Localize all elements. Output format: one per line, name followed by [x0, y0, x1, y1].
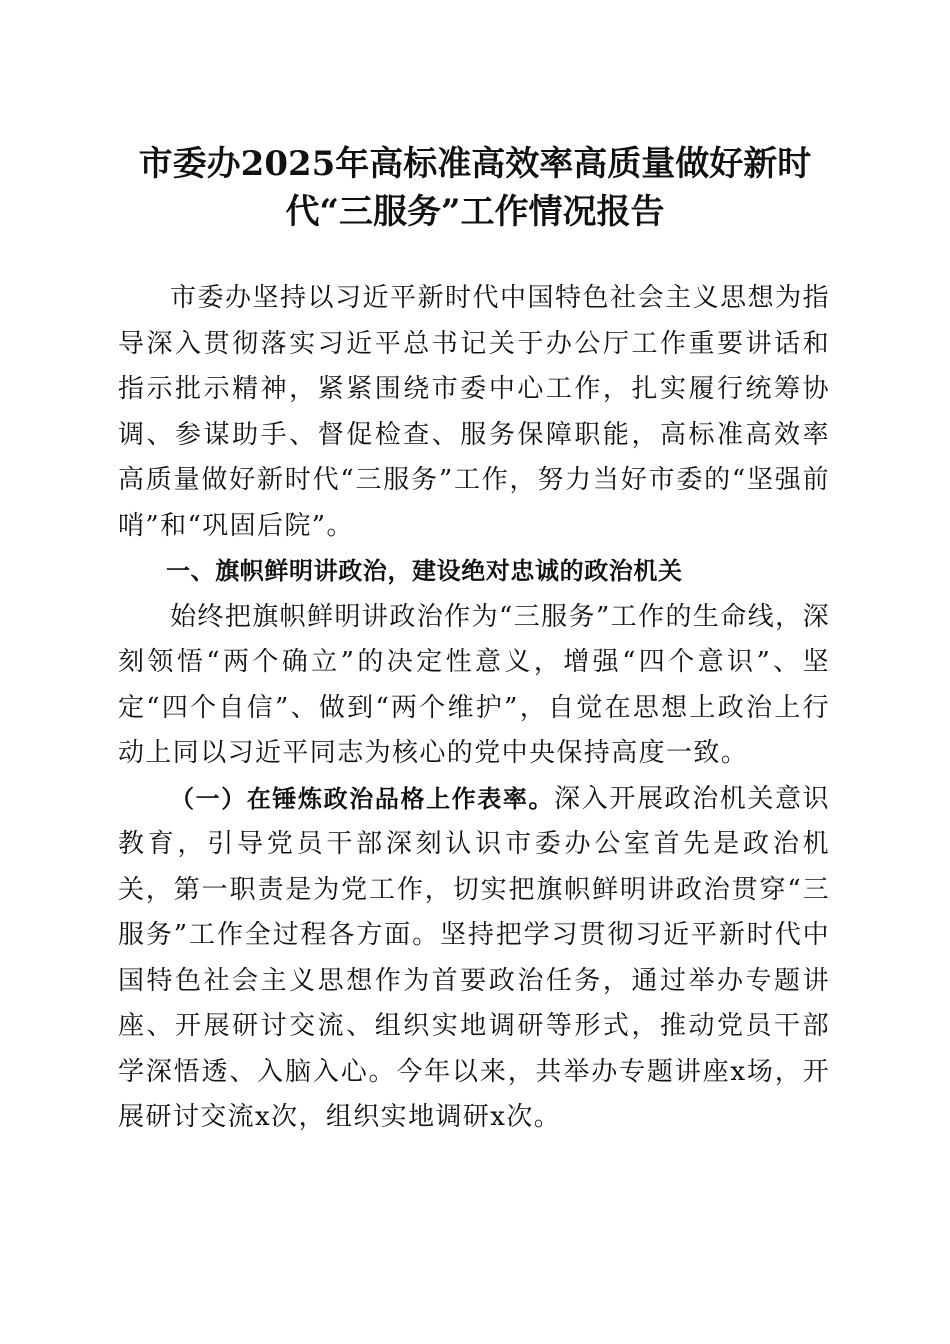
document-title — [80, 140, 870, 236]
subsection-paragraph-1 — [118, 777, 830, 1141]
intro-paragraph: 市委办坚持以习近平新时代中国特色社会主义思想为指导深入贯彻落实习近平总书记关于办公厅工作重要讲话和指示批示精神，紧紧围绕市委中心工作，扎实履行统筹协调、参谋助手、督促检查、服务保障职能，高标准高效率高质量做好新时代“三服务”工作，努力当好市委的“坚强前哨”和“巩固后院”。 — [118, 283, 830, 541]
title-line-2: 代“三服务”工作情况报告 — [285, 192, 665, 232]
document-body — [118, 276, 830, 1141]
section-heading-1: 一、旗帜鲜明讲政治，建设绝对忠诚的政治机关 — [166, 557, 683, 585]
subsection-title-1: （一）在锤炼政治品格上作表率。 — [170, 784, 555, 813]
section-paragraph-1: 始终把旗帜鲜明讲政治作为“三服务”工作的生命线，深刻领悟“两个确立”的决定性意义，增强“四个意识”、坚定“四个自信”、做到“两个维护”，自觉在思想上政治上行动上同以习近平同志为核心的党中央保持高度一致。 — [118, 601, 830, 768]
subsection-text-1: 深入开展政治机关意识教育，引导党员干部深刻认识市委办公室首先是政治机关，第一职责是为党工作，切实把旗帜鲜明讲政治贯穿“三服务”工作全过程各方面。坚持把学习贯彻习近平新时代中国特色社会主义思想作为首要政治任务，通过举办专题讲座、开展研讨交流、组织实地调研等形式，推动党员干部学深悟透、入脑入心。今年以来，共举办专题讲座x场，开展研讨交流x次，组织实地调研x次。 — [118, 783, 830, 1132]
title-line-1: 市委办2025年高标准高效率高质量做好新时 — [138, 144, 812, 184]
